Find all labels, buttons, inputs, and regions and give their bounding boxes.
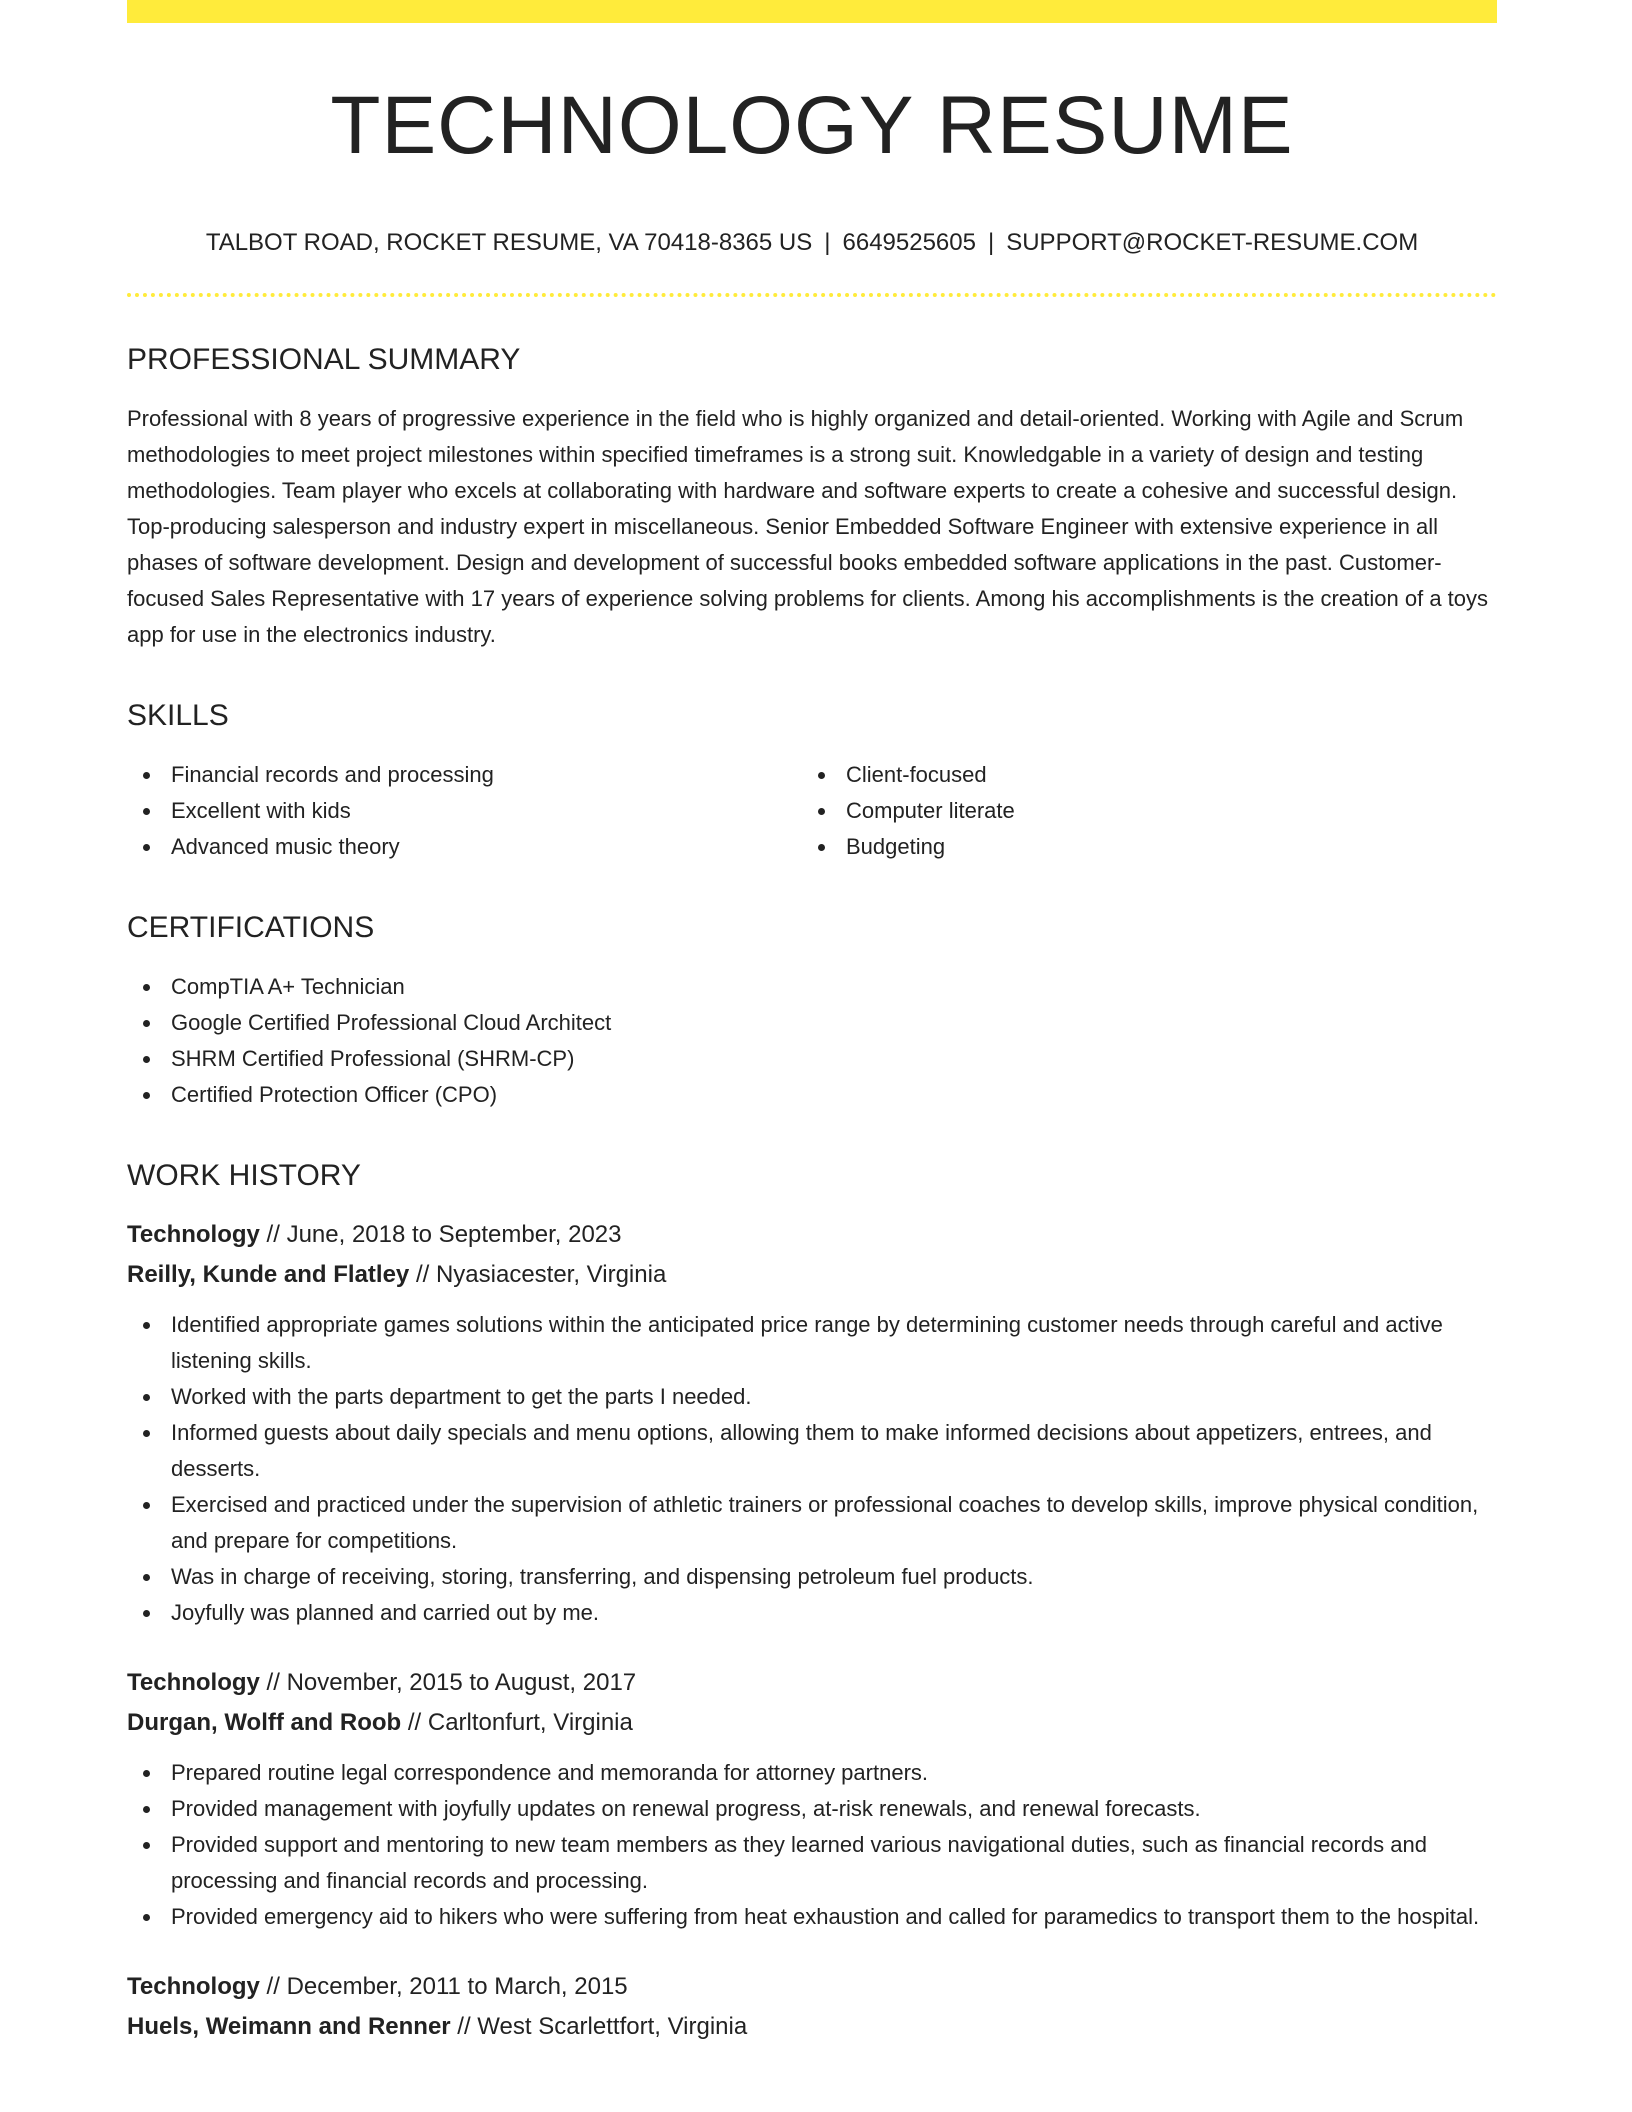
job-bullets	[127, 1307, 1497, 1631]
job-company-line	[127, 1703, 1497, 1743]
job-title: Technology	[127, 1669, 260, 1696]
skill-item: Client-focused	[802, 757, 1477, 793]
job-dates: // December, 2011 to March, 2015	[259, 1973, 628, 2000]
certifications-heading: CERTIFICATIONS	[127, 911, 375, 944]
job-entry	[127, 1967, 1497, 2047]
job-title-line	[127, 1663, 1497, 1703]
contact-email: SUPPORT@ROCKET-RESUME.COM	[1006, 229, 1419, 256]
resume-title: TECHNOLOGY RESUME	[330, 80, 1294, 171]
job-bullet: Joyfully was planned and carried out by me.	[127, 1595, 1497, 1631]
job-entry	[127, 1215, 1497, 1631]
job-bullet: Was in charge of receiving, storing, transferring, and dispensing petroleum fuel products.	[127, 1559, 1497, 1595]
job-dates: // November, 2015 to August, 2017	[259, 1669, 637, 1696]
summary-text: Professional with 8 years of progressive experience in the field who is highly organized and detail-oriented. Working with Agile and Scrum methodologies to meet project milestones within specified timeframes is a strong suit. Knowledgable in a variety of design and testing methodologies. Team player who excels at collaborating with hardware and software experts to create a cohesive and successful design. Top-producing salesperson and industry expert in miscellaneous. Senior Embedded Software Engineer with extensive experience in all phases of software development. Design and development of successful books embedded software applications in the past. Customer-focused Sales Representative with 17 years of experience solving problems for clients. Among his accomplishments is the creation of a toys app for use in the electronics industry.	[127, 406, 1489, 647]
job-bullet: Provided support and mentoring to new team members as they learned various navigational duties, such as financial records and processing and financial records and processing.	[127, 1827, 1497, 1899]
resume-page	[127, 0, 1497, 2047]
job-company: Huels, Weimann and Renner	[127, 2013, 451, 2040]
skills-heading: SKILLS	[127, 699, 229, 732]
job-bullet: Identified appropriate games solutions within the anticipated price range by determining customer needs through careful and active listening skills.	[127, 1307, 1497, 1379]
skill-item: Budgeting	[802, 829, 1477, 865]
job-company: Reilly, Kunde and Flatley	[127, 1261, 410, 1288]
certification-item: CompTIA A+ Technician	[127, 969, 1497, 1005]
job-company-line	[127, 1255, 1497, 1295]
skills-right-column	[802, 757, 1477, 865]
job-bullet: Provided emergency aid to hikers who were suffering from heat exhaustion and called for paramedics to transport them to the hospital.	[127, 1899, 1497, 1935]
job-bullet: Prepared routine legal correspondence and memoranda for attorney partners.	[127, 1755, 1497, 1791]
work-history-heading: WORK HISTORY	[127, 1159, 361, 1192]
contact-separator: |	[987, 229, 995, 256]
certification-item: SHRM Certified Professional (SHRM-CP)	[127, 1041, 1497, 1077]
contact-separator: |	[824, 229, 831, 256]
dotted-divider	[127, 293, 1497, 297]
job-location: // Nyasiacester, Virginia	[409, 1261, 667, 1288]
job-title: Technology	[127, 1221, 260, 1248]
job-bullet: Worked with the parts department to get the parts I needed.	[127, 1379, 1497, 1415]
skill-item: Excellent with kids	[127, 793, 802, 829]
job-bullet: Exercised and practiced under the supervision of athletic trainers or professional coaches to develop skills, improve physical condition, and prepare for competitions.	[127, 1487, 1497, 1559]
job-location: // Carltonfurt, Virginia	[401, 1709, 633, 1736]
job-title-line	[127, 1215, 1497, 1255]
skills-left-column	[127, 757, 802, 865]
summary-heading: PROFESSIONAL SUMMARY	[127, 343, 521, 376]
job-company: Durgan, Wolff and Roob	[127, 1709, 402, 1736]
job-bullet: Provided management with joyfully updates on renewal progress, at-risk renewals, and renewal forecasts.	[127, 1791, 1497, 1827]
job-title-line	[127, 1967, 1497, 2007]
job-entry	[127, 1663, 1497, 1935]
contact-address: TALBOT ROAD, ROCKET RESUME, VA 70418-8365 US	[205, 229, 813, 256]
job-title: Technology	[127, 1973, 260, 2000]
job-dates: // June, 2018 to September, 2023	[259, 1221, 622, 1248]
certifications-list	[127, 969, 1497, 1113]
job-location: // West Scarlettfort, Virginia	[450, 2013, 748, 2040]
contact-phone: 6649525605	[842, 229, 976, 256]
skill-item: Advanced music theory	[127, 829, 802, 865]
skill-item: Financial records and processing	[127, 757, 802, 793]
certification-item: Certified Protection Officer (CPO)	[127, 1077, 1497, 1113]
job-bullets	[127, 1755, 1497, 1935]
skill-item: Computer literate	[802, 793, 1477, 829]
job-bullet: Informed guests about daily specials and menu options, allowing them to make informed decisions about appetizers, entrees, and desserts.	[127, 1415, 1497, 1487]
certification-item: Google Certified Professional Cloud Architect	[127, 1005, 1497, 1041]
skills-list	[127, 757, 1497, 865]
contact-line	[127, 231, 1497, 255]
accent-bar	[127, 0, 1497, 23]
job-company-line	[127, 2007, 1497, 2047]
